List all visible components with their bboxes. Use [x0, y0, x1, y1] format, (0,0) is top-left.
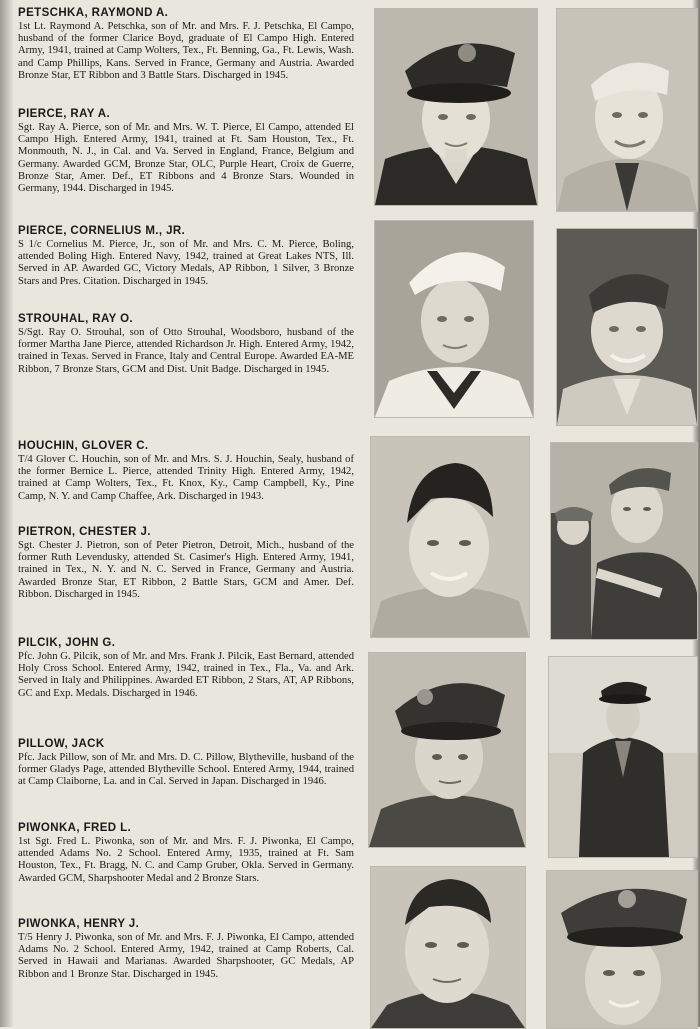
- entry-pilcik-john: [18, 636, 354, 700]
- entry-name: PETSCHKA, RAYMOND A.: [18, 7, 169, 19]
- entry-bio: Pfc. Jack Pillow, son of Mr. and Mrs. D. C. Pillow, Blytheville, husband of the former Gladys Page, attended Blytheville School. Entered Army, 1944, trained at Camp Claiborne, La. and in Cal. Served in Japan. Discharged in 1946.: [18, 752, 354, 788]
- portrait-photo-service-cap-1: [368, 652, 526, 848]
- entry-petschka-raymond: [18, 6, 354, 82]
- entry-name: PIERCE, CORNELIUS M., JR.: [18, 225, 186, 237]
- entry-pierce-ray: [18, 107, 354, 195]
- entry-bio: 1st Lt. Raymond A. Petschka, son of Mr. and Mrs. F. J. Petschka, El Campo, husband of the former Clarice Boyd, graduate of El Campo High. Entered Army, 1941, trained at Camp Wolters, Tex., Ft. Benning, Ga., Ft. Lewis, Wash. and Camp Phillips, Kans. Served in France, Germany and Austria. Awarded Bronze Star, ET Ribbon and 3 Battle Stars. Discharged in 1945.: [18, 21, 354, 81]
- entry-bio: S/Sgt. Ray O. Strouhal, son of Otto Strouhal, Woodsboro, husband of the former Martha Jane Pierce, attended Richardson Jr. High. Entered Army, 1942, trained in Texas. Served in France, Italy and Central Europe. Awarded EA-ME Ribbon, 7 Bronze Stars, GCM and Dist. Unit Badge. Discharged in 1945.: [18, 327, 354, 375]
- entry-piwonka-fred: [18, 821, 354, 885]
- entry-pillow-jack: [18, 737, 354, 789]
- entry-bio: Pfc. John G. Pilcik, son of Mr. and Mrs. Frank J. Pilcik, East Bernard, attended Holy Cross School. Entered Army, 1942, trained in Tex., Fla., Va. and Ark. Served in Italy and Philippines. Awarded ET Ribbon, 2 Stars, AT, AP Ribbons, GC and Exp. Medals. Discharged in 1946.: [18, 651, 354, 699]
- entry-pietron-chester: [18, 525, 354, 601]
- biography-column: [18, 6, 354, 1024]
- portrait-photo-garrison-cap-2: [556, 228, 698, 426]
- portrait-photo-sailor: [374, 220, 534, 418]
- entry-name: PIERCE, RAY A.: [18, 108, 111, 120]
- entry-name: PILLOW, JACK: [18, 738, 105, 750]
- portrait-photo-service-cap-2: [546, 870, 698, 1029]
- entry-bio: T/5 Henry J. Piwonka, son of Mr. and Mrs. F. J. Piwonka, El Campo, attended Adams No. 2 School. Entered Army, 1942, trained at Camp Roberts, Cal. Served in Hawaii and Marianas. Awarded Sharpshooter, GC Medals, AP Ribbon and 1 Bronze Star. Discharged in 1945.: [18, 932, 354, 980]
- portrait-photo-bareheaded-1: [370, 436, 530, 638]
- entry-name: PILCIK, JOHN G.: [18, 637, 116, 649]
- entry-bio: 1st Sgt. Fred L. Piwonka, son of Mr. and Mrs. F. J. Piwonka, El Campo, attended Adams No. 2 School. Entered Army, 1935, trained at Ft. Sam Houston, Tex., Ft. Bragg, N. C. and Camp Gruber, Okla. Served in Germany. Awarded GCM, Sharpshooter Medal and 2 Bronze Stars.: [18, 836, 354, 884]
- entry-houchin-glover: [18, 439, 354, 503]
- entry-name: HOUCHIN, GLOVER C.: [18, 440, 149, 452]
- entry-piwonka-henry: [18, 917, 354, 981]
- entry-name: STROUHAL, RAY O.: [18, 313, 134, 325]
- entry-name: PIETRON, CHESTER J.: [18, 526, 151, 538]
- entry-name: PIWONKA, HENRY J.: [18, 918, 140, 930]
- page-gutter-shadow: [0, 0, 14, 1027]
- full-length-photo-soldier: [548, 656, 698, 858]
- portrait-photo-bareheaded-2: [370, 866, 526, 1029]
- entry-name: PIWONKA, FRED L.: [18, 822, 132, 834]
- group-photo-soldiers: [550, 442, 698, 640]
- entry-pierce-cornelius: [18, 224, 354, 288]
- portrait-photo-officer: [374, 8, 538, 206]
- entry-bio: Sgt. Ray A. Pierce, son of Mr. and Mrs. W. T. Pierce, El Campo, attended El Campo High. Entered Army, 1941, trained at Ft. Sam Houston, Tex., Ft. Monmouth, N. J., in Cal. and Va. Served in England, France, Belgium and Germany. Awarded GCM, Bronze Star, OLC, Purple Heart, Croix de Guerre, Bronze Star, Amer. Def., ET Ribbons and 4 Bronze Stars. Wounded in Germany, 1944. Discharged in 1945.: [18, 122, 354, 195]
- entry-bio: Sgt. Chester J. Pietron, son of Peter Pietron, Detroit, Mich., husband of the former Ruth Levendusky, attended St. Casimer's High. Entered Army, 1941, trained in Tex., N. Y. and N. C. Served in France, Germany and Austria. Awarded Bronze Star, ET Ribbon, 2 Battle Stars, GCM and Amer. Def. Ribbon. Discharged in 1945.: [18, 540, 354, 600]
- entry-bio: S 1/c Cornelius M. Pierce, Jr., son of Mr. and Mrs. C. M. Pierce, Boling, attended Boling High. Entered Navy, 1942, trained at Great Lakes NTS, Ill. Served in AP. Awarded GC, Victory Medals, AP Ribbon, 1 Silver, 3 Bronze Stars and Pres. Citation. Discharged in 1945.: [18, 239, 354, 287]
- portrait-photo-garrison-cap-1: [556, 8, 698, 212]
- entry-strouhal-ray: [18, 312, 354, 376]
- entry-bio: T/4 Glover C. Houchin, son of Mr. and Mrs. S. J. Houchin, Sealy, husband of the former Bernice L. Pierce, attended Trinity High. Entered Army, 1942, trained at Camp Wolters, Tex., Ft. Knox, Ky., Camp Campbell, Ky., Pine Camp, N. Y. and Camp Chaffee, Ark. Discharged in 1943.: [18, 454, 354, 502]
